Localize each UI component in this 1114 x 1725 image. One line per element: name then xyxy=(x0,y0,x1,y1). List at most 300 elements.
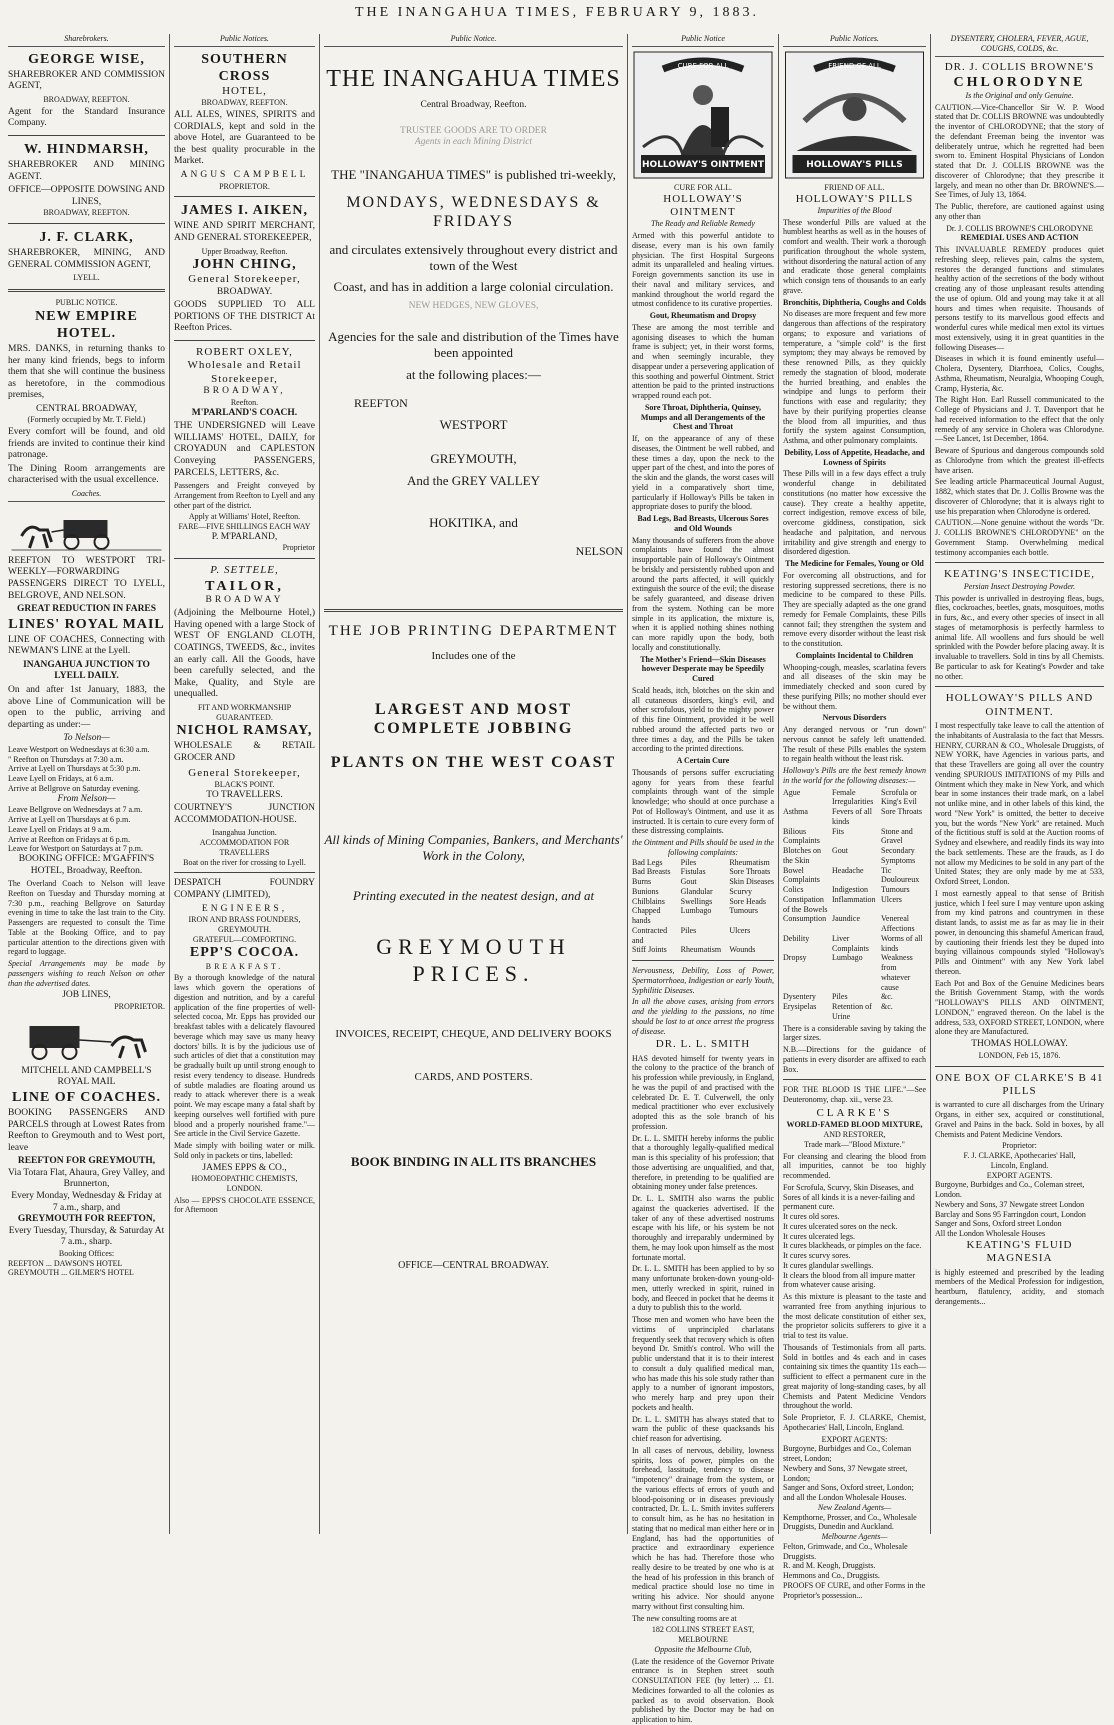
engineers: ENGINEERS, xyxy=(201,903,288,914)
disease-item: Retention of Urine xyxy=(832,1002,872,1021)
holloway-p2: I most earnestly appeal to that sense of British justice, which I feel sure I may venture upon asking from my kind patrons and countrymen in these distant lands, to assist me as far as may lie in their power, in denouncing this shameful American fraud, by cautioning their friends lest they be duped into buying villainous compounds styled "Holloway's Pills and Ointment" with any New York label thereon. xyxy=(935,888,1104,976)
schedule-line: Leave Westport on Wednesdays at 6:30 a.m. xyxy=(8,744,150,754)
banner-text: FRIEND OF ALL xyxy=(828,61,881,70)
booking-office: BOOKING OFFICE: M'GAFFIN'S HOTEL, Broadway, Reefton. xyxy=(18,854,155,876)
schedule-line: Leave for Westport on Saturdays at 7 p.m. xyxy=(8,844,143,854)
job-printing: THE JOB PRINTING DEPARTMENT xyxy=(328,623,619,640)
george-wise-agent: Agent for the Standard Insurance Company. xyxy=(8,106,165,129)
divider xyxy=(935,1066,1104,1067)
public-caution: The Public, therefore, are cautioned against using any other than xyxy=(935,202,1104,221)
junction-label: Inangahua Junction. xyxy=(212,828,277,838)
proprietor-role: PROPRIETOR. xyxy=(219,181,270,191)
special-arrangements: Special Arrangements may be made by passengers wishing to reach Nelson on other than the advertised dates. xyxy=(8,959,165,988)
southern-cross-title: SOUTHERN CROSS xyxy=(201,51,288,84)
complaint-item: Bad Breasts xyxy=(632,867,671,877)
divider xyxy=(174,558,315,559)
faded-line-3: NEW HEDGES, NEW GLOVES, xyxy=(408,301,539,312)
agency-greymouth: GREYMOUTH, xyxy=(430,450,517,466)
banner-text: CURE FOR ALL xyxy=(677,61,729,70)
schedule-intro: On and after 1st January, 1883, the above Line of Communication will be open to the public, arriving and departing as under:— xyxy=(8,685,165,730)
aiken-address: Upper Broadway, Reefton. xyxy=(201,246,288,256)
kinds-of-work: All kinds of Mining Companies, Bankers, and Merchants' Work in the Colony, xyxy=(324,832,623,864)
aiken-name: JAMES I. AIKEN, xyxy=(180,203,309,219)
departure-days: Every Monday, Wednesday & Friday at 7 a.m., sharp, and xyxy=(11,1191,162,1213)
george-wise-address: BROADWAY, REEFTON. xyxy=(43,94,130,104)
disease-item: Blotches on the Skin xyxy=(783,846,821,865)
schedule-line: Arrive at Reefton on Fridays at 6 p.m. xyxy=(8,834,130,844)
saving-note: There is a considerable saving by taking the larger sizes. xyxy=(783,1023,926,1043)
disease-item: Bilious Complaints xyxy=(783,826,820,846)
pills-p6: Any deranged nervous or "run down" nervous cannot be safely left unattended. The result of these Pills enables the system to regain health without the least risk. xyxy=(783,725,926,764)
smith-address: 182 COLLINS STREET EAST, MELBOURNE xyxy=(651,1625,755,1645)
circulation: and circulates extensively throughout every district and town of the West xyxy=(329,241,618,273)
job-lines: JOB LINES, xyxy=(62,990,111,1001)
complaint-item: Stiff Joints xyxy=(632,945,667,955)
disease-item: Tumours xyxy=(881,885,910,895)
divider xyxy=(783,1079,926,1080)
ointment-p6: Scald heads, itch, blotches on the skin and all cutaneous disorders, king's evil, and other scrofulous, yield to the mighty power of this fine Ointment, provided it be well rubbed around the affected parts two or three times a day, and the Pills be taken according to the printed directions. xyxy=(632,685,774,754)
cure-item: It clears the blood from all impure matter from whatever cause arising. xyxy=(783,1270,916,1290)
proprietor: Proprietor: xyxy=(1002,1141,1037,1151)
schedule-line: Leave Lyell on Fridays, at 6 a.m. xyxy=(8,774,114,784)
disease-item: Scrofula or King's Evil xyxy=(881,787,917,807)
clarkes: CLARKE'S xyxy=(816,1106,893,1119)
disease-item: Inflammation xyxy=(832,894,876,904)
disease-item: Fevers of all kinds xyxy=(832,807,872,826)
southern-cross-proprietor: ANGUS CAMPBELL xyxy=(180,169,309,180)
clark-role: SHAREBROKER, MINING, AND GENERAL COMMISSION AGENT, xyxy=(8,248,165,270)
plants-west-coast: PLANTS ON THE WEST COAST xyxy=(330,753,617,771)
fluid-magnesia: KEATING'S FLUID MAGNESIA xyxy=(966,1238,1073,1265)
divider xyxy=(632,960,774,961)
complaint-item: Scurvy xyxy=(729,886,752,896)
agency-nelson: NELSON xyxy=(575,544,623,559)
holloway-p1: I most respectfully take leave to call the attention of the inhabitants of Australasia to the fact that Messrs. HENRY, CURRAN & CO., Wholesale Druggists, of NEW YORK, have Agencies in various parts, and that these Travellers are going all over the country vending SPURIOUS IMITATIONS of my Pills and Ointment which they make in New York, and which bear in some instances their trade mark, on a label not unlike mine, and in other labels of this kind, the word "New York" is omitted, the better to deceive you, but the words "New York" are retained. Much of the fictitious stuff is sold at the Auction rooms of Sydney and elsewhere, and readily finds its way into the back settlements. These are the frauds, as I do not allow my Medicines to be sold in any part of the United States; they are only made by me at 533, Oxford Street, London. xyxy=(935,721,1104,887)
line-of-coaches: LINE OF COACHES. xyxy=(12,1089,161,1105)
disease-item: Venereal Affections xyxy=(881,914,915,934)
bronchitis-head: Bronchitis, Diphtheria, Coughs and Colds xyxy=(783,297,926,307)
column-head: DYSENTERY, CHOLERA, FEVER, AGUE, COUGHS, COLDS, &c. xyxy=(935,34,1104,57)
disease-item: Liver Complaints xyxy=(832,933,869,953)
smith-p5: Those men and women who have been the victims of unprincipled charlatans frequently seek that recovery which is often beyond Dr. Smith's control. Who will the public understand that it is to their interest to consult a duly qualified medical man, who has made this his sole study rather than apply to a number of ignorant impostors, who merely harp and prey upon their pockets and health. xyxy=(632,1315,774,1412)
dr-smith-name: DR. L. L. SMITH xyxy=(655,1038,751,1051)
column-head: Public Notice. xyxy=(324,34,623,47)
coach-route: REEFTON TO WESTPORT TRI-WEEKLY—FORWARDING PASSENGERS DIRECT TO LYELL, BELGROVE, AND NELSON. xyxy=(8,555,165,601)
complaints-list xyxy=(632,858,774,956)
from-nelson-label: From Nelson— xyxy=(57,793,116,804)
column-times-notice xyxy=(319,34,627,1534)
settele-body: (Adjoining the Melbourne Hotel,) Having opened with a large Stock of WEST OF ENGLAND CLOTH, COATINGS, TWEEDS, &c., invites an early call. All the Goods, have been carefully selected, and the Make, Quality, and Style are unequalled. xyxy=(174,608,315,700)
trade-mark: Trade mark—"Blood Mixture." xyxy=(804,1139,905,1149)
lines-title: LINES' ROYAL MAIL xyxy=(8,616,165,632)
booking-passengers: BOOKING PASSENGERS AND PARCELS through at Lowest Rates from Reefton to Greymouth and to West port, leave xyxy=(8,1108,165,1153)
export-agents: EXPORT AGENTS. xyxy=(986,1170,1053,1180)
clark-address: LYELL. xyxy=(73,273,100,283)
world-famed: WORLD-FAMED BLOOD MIXTURE, xyxy=(786,1120,923,1130)
disease-item: Piles xyxy=(832,992,848,1002)
nervous-text: In all the above cases, arising from errors and the yielding to the passions, no time should be lost to at once arrest the progress of disease. xyxy=(632,997,774,1036)
smith-p9: (Late the residence of the Governor Private entrance is in Stephen street south CONSULTATION FEE (by letter) ... £1. Medicines forwarded to all the colonies as packed as to avoid observation. Book published by the Doctor may be had on application to him. xyxy=(632,1656,774,1725)
oxley-name: ROBERT OXLEY, xyxy=(196,346,293,359)
complaint-item: Chilblains xyxy=(632,896,665,906)
empire-hotel-text: MRS. DANKS, in returning thanks to her many kind friends, begs to inform them that she will continue the business as heretofore, in the commodious premises, xyxy=(8,343,165,401)
departure-days-2: Every Tuesday, Thursday, & Saturday At 7 a.m., sharp. xyxy=(8,1225,165,1248)
ramsay-body: WHOLESALE & RETAIL GROCER AND xyxy=(174,741,315,763)
column-public-notices xyxy=(169,34,319,1534)
pharmaceutical: See leading article Pharmaceutical Journal August, 1882, which states that Dr. J. Collis Browne was the discoverer of Chlorodyne; that it is always right to use his preparation when Chlorodyne is ordered. xyxy=(935,477,1104,516)
epps-cocoa: EPP'S COCOA. xyxy=(189,945,300,961)
beware: Beware of Spurious and dangerous compounds sold as Chlorodyne from which the greatest ill-effects have arisen. xyxy=(935,446,1104,475)
hindmarsh-role: SHAREBROKER AND MINING AGENT. xyxy=(8,159,165,182)
disease-item: Colics xyxy=(783,885,804,895)
oxley-address: BROADWAY, xyxy=(203,386,286,397)
george-wise-name: GEORGE WISE, xyxy=(28,51,145,67)
best-remedy: Holloway's Pills are the best remedy known in the world for the following diseases:— xyxy=(783,766,926,785)
disease-item: Fits xyxy=(832,826,845,836)
original-genuine: Is the Original and only Genuine. xyxy=(965,90,1074,100)
ointment-engraving xyxy=(632,51,774,179)
settele-role: TAILOR, xyxy=(205,578,284,594)
caution: CAUTION.—Vice-Chancellor Sir W. P. Wood stated that Dr. COLLIS BROWNE was undoubtedly the inventor of CHLORODYNE; that the story of the defendant Freeman being the inventor was deliberately untrue, which he regretted had been sworn to. Eminent Hospital Physicians of London stated that Dr. J. COLLIS BROWNE was the discoverer of Chlorodyne; that they prescribe it largely, and mean no other than Dr. BROWNE'S.—See Times, of July 13, 1864. xyxy=(935,102,1104,200)
nervous-head: Nervousness, Debility, Loss of Power, Spermatorrhoea, Indigestion or early Youth, Syphilitic Diseases. xyxy=(632,966,774,995)
office-reefton: REEFTON ... DAWSON'S HOTEL xyxy=(8,1258,123,1268)
melbourne-agents: Melbourne Agents— xyxy=(821,1532,888,1542)
faded-line: TRUSTEE GOODS ARE TO ORDER xyxy=(400,125,547,136)
via-route: Via Totara Flat, Ahaura, Grey Valley, and Brunnerton, xyxy=(8,1167,165,1190)
mitchell-campbell: MITCHELL AND CAMPBELL'S xyxy=(21,1065,152,1076)
column-chlorodyne xyxy=(930,34,1108,1534)
column-head: Sharebrokers. xyxy=(8,34,165,47)
cure-for-all: CURE FOR ALL. xyxy=(673,182,732,192)
smith-p1: HAS devoted himself for twenty years in the colony to the practice of the branch of his profession while previously, in England, he was the pupil of and practised with the celebrated Dr. E. T. Culverwell, the only medical practitioner who ever exclusively adopted this as the sole branch of his profession. xyxy=(632,1053,774,1131)
friend-of-all: FRIEND OF ALL. xyxy=(824,182,885,192)
mparland-head: M'PARLAND'S COACH. xyxy=(191,407,298,418)
mparland-body-2: Passengers and Freight conveyed by Arrangement from Reefton to Lyell and any other part of the district. xyxy=(174,481,315,510)
oxley-town: Reefton. xyxy=(230,397,259,407)
includes: Includes one of the xyxy=(431,650,516,663)
sole-proprietor: Sole Proprietor, F. J. CLARKE, Chemist, Apothecaries' Hall, Lincoln, England. xyxy=(783,1413,926,1432)
notice-head: PUBLIC NOTICE. xyxy=(55,298,118,308)
disease-item: &c. xyxy=(881,992,893,1002)
agencies-places: at the following places:— xyxy=(406,366,541,382)
cure-item: It cures blackheads, or pimples on the face. xyxy=(783,1241,922,1251)
ramsay-address: BLACK'S POINT. xyxy=(214,779,275,789)
epps-chemists: HOMOEOPATHIC CHEMISTS, xyxy=(191,1174,298,1184)
disease-item: Weakness from whatever cause xyxy=(881,953,913,992)
keatings-insecticide: KEATING'S INSECTICIDE, xyxy=(943,568,1096,581)
kempthorne: Kempthorne, Prosser, and Co., Wholesale Druggists, Dunedin and Auckland. xyxy=(783,1512,917,1532)
complaint-item: Swellings xyxy=(680,896,713,906)
divider xyxy=(8,289,165,292)
nz-agents: New Zealand Agents— xyxy=(817,1502,892,1512)
complaint-item: Wounds xyxy=(729,945,756,955)
schedule-to-nelson xyxy=(8,745,165,794)
reduction-heading: GREAT REDUCTION IN FARES xyxy=(16,604,157,615)
diseases-list xyxy=(783,788,926,1022)
ching-role: General Storekeeper, xyxy=(188,273,301,286)
holloway-notice: HOLLOWAY'S PILLS AND OINTMENT. xyxy=(945,692,1094,718)
complaint-item: Bunions xyxy=(632,886,659,896)
agencies: Agencies for the sale and distribution of the Times have been appointed xyxy=(328,328,619,360)
ching-name: JOHN CHING, xyxy=(192,257,297,273)
schedule-from-nelson xyxy=(8,805,165,854)
smith-p4: Dr. L. L. SMITH has been applied to by so many unfortunate broken-down young-old-men, utterly wrecked in spirit, ruined in body, and fleeced in pocket that he deems it a duty to publish this to the world. xyxy=(632,1264,774,1313)
royal-mail: ROYAL MAIL xyxy=(57,1077,116,1088)
ointment-p1: Armed with this powerful antidote to disease, every man is his own family physician. The first Hospital Surgeons admit its unparalleled and healing virtues. Foreign governments sanction its use in their naval and military services, and mankind throughout the world regard the utmost confidence to its curative properties. xyxy=(632,231,774,309)
disease-item: Headache xyxy=(832,865,864,875)
fluid-magnesia-body: is highly esteemed and prescribed by the leading members of the Medical Profession for indigestion, heartburn, flatulency, acidity, and stomach derangements... xyxy=(935,1267,1104,1306)
disease-item: Debility xyxy=(783,933,810,943)
impurities-head: Impurities of the Blood xyxy=(817,205,892,215)
earl-russell: The Right Hon. Earl Russell communicated to the College of Physicians and J. T. Davenport that he had received information to the effect that the only remedy of any service in Cholera was Chlorodyne.—See Lancet, 1st December, 1864. xyxy=(935,395,1104,444)
ointment-p7: Thousands of persons suffer excruciating agony for years from these fearful complaints through want of the simple knowledge; who should at once purchase a Pot of Holloway's Ointment, and use it as instructed. It is certain to cure every form of these distressing complaints. xyxy=(632,767,774,836)
hemmons: Hemmons and Co., Druggists. xyxy=(783,1571,880,1581)
smith-p8: The new consulting rooms are at xyxy=(632,1613,737,1623)
browne-only: Dr. J. COLLIS BROWNE'S CHLORODYNE xyxy=(946,223,1093,233)
divider xyxy=(8,135,165,136)
printing-executed: Printing executed in the neatest design, and at xyxy=(352,888,595,904)
ramsay-role: General Storekeeper, xyxy=(188,766,301,779)
office-address: OFFICE—CENTRAL BROADWAY. xyxy=(398,1260,549,1272)
complaint-item: Glandular xyxy=(680,886,713,896)
disease-item: Worms of all kinds xyxy=(881,933,923,953)
clark-name: J. F. CLARK, xyxy=(39,230,134,246)
mparland-role: Proprietor xyxy=(282,543,315,553)
disease-item: Secondary Symptoms xyxy=(881,846,916,865)
smith-p6: Dr. L. L. SMITH has always stated that to warn the public of these quacksands his chief reason for advertising. xyxy=(632,1414,774,1444)
agent-2: Newbery and Sons, 37 Newgate street London xyxy=(935,1199,1085,1209)
column-head: Public Notice xyxy=(632,34,774,47)
complaint-item: Burns xyxy=(632,877,652,887)
clarke-p9: Thousands of Testimonials from all parts. Sold in bottles and 4s each and in cases containing six times the quantity 11s each—sufficient to effect a permanent cure in the great majority of long-standing cases, by all Chemists and Patent Medicine Vendors throughout the world. xyxy=(783,1342,926,1411)
disease-item: Erysipelas xyxy=(783,1002,817,1012)
settele-address: BROADWAY xyxy=(205,594,284,605)
schedule-line: Leave Bellgrove on Wednesdays at 7 a.m. xyxy=(8,805,143,815)
complaint-item: Fistulas xyxy=(680,867,706,877)
agency-hokitika: HOKITIKA, and xyxy=(429,514,518,530)
smith-p2: Dr. L. L. SMITH hereby informs the public that a thoroughly legally-qualified medical man is this speciality of his profession; that those advertising are unqualified, and that, therefore, in pretending to be qualified are obtaining money under false pretences. xyxy=(632,1133,774,1192)
schedule-line: Leave Lyell on Fridays at 9 a.m. xyxy=(8,824,112,834)
column-head: Public Notices. xyxy=(174,34,315,47)
pills-p4: For overcoming all obstructions, and for restoring suppressed secretions, there is no medicine to be compared to these Pills. They are specially adapted as the one grand remedy for Female Complaints, these Pills cannot fail; they strengthen the system and remove every disorder without the least risk to the constitution. xyxy=(783,570,926,649)
keogh: R. and M. Keogh, Druggists. xyxy=(783,1561,876,1571)
smith-p7: In all cases of nervous, debility, lowness spirits, loss of power, pimples on the forehead, lassitude, tendency to disease "impotency" drainage from the system, or the various effects of errors of youth and blood-poisoning or in diseases previously contracted, Dr. L. L. Smith invites sufferers to consult him, as he has no hesitation in stating that no medical man either here or in England, has had the opportunities of practice and extraordinary experience which he has had. Therefore those who really desire to be treated by one who is at the head of his profession in this branch of medical practice should lose no time in writing his advice. Nor should anyone marry without first consulting him. xyxy=(632,1445,774,1611)
ching-body: GOODS SUPPLIED TO ALL PORTIONS OF THE DISTRICT At Reefton Prices. xyxy=(174,300,315,334)
agent-3: Barclay and Sons 95 Farringdon court, London xyxy=(935,1209,1086,1219)
disease-item: Female Irregularities xyxy=(832,787,874,807)
disease-item: Lumbago xyxy=(832,953,863,963)
disease-item: Dysentery xyxy=(783,992,816,1002)
disease-item: Ague xyxy=(783,787,801,797)
agency-westport: WESTPORT xyxy=(439,417,508,432)
office-greymouth: GREYMOUTH ... GILMER'S HOTEL xyxy=(8,1268,134,1278)
disease-item: Indigestion xyxy=(832,885,868,895)
remedial-uses: REMEDIAL USES AND ACTION xyxy=(960,233,1079,243)
complaint-item: Gout xyxy=(680,877,697,887)
debility-head: Debility, Loss of Appetite, Headache, and Lowness of Spirits xyxy=(784,447,925,467)
disease-item: Jaundice xyxy=(832,914,860,924)
breakfast: BREAKFAST. xyxy=(205,961,284,971)
clarke-p7: For cleansing and clearing the blood from all impurities, cannot be too highly recommended. xyxy=(783,1151,926,1181)
chlorodyne: CHLORODYNE xyxy=(953,74,1086,90)
divider xyxy=(935,562,1104,563)
complaint-item: Sore Throats xyxy=(729,867,771,877)
lincoln: Lincoln, England. xyxy=(990,1160,1049,1170)
schedule-line: " Reefton on Thursdays at 7:30 a.m. xyxy=(8,754,124,764)
greymouth-prices: GREYMOUTH PRICES. xyxy=(376,933,571,986)
dr-browne: DR. J. COLLIS BROWNE'S xyxy=(944,60,1095,73)
complaint-item: Lumbago xyxy=(680,906,712,916)
disease-item: Tic Douloureux xyxy=(881,865,920,885)
cure-item: It cures old sores. xyxy=(783,1212,840,1222)
agent-4: Sanger and Sons, Oxford street London xyxy=(935,1219,1062,1229)
empire-hotel-address: CENTRAL BROADWAY, xyxy=(36,403,137,414)
holloway-date: LONDON, Feb 15, 1876. xyxy=(978,1050,1061,1060)
epps-made: Made simply with boiling water or milk. Sold only in packets or tins, labelled: xyxy=(174,1141,315,1160)
mparland-fare: FARE—FIVE SHILLINGS EACH WAY xyxy=(178,522,311,532)
disease-item: Bowel Complaints xyxy=(783,865,820,885)
clarkes-pills-body: is warranted to cure all discharges from the Urinary Organs, in either sex, acquired or constitutional, Gravel and Pains in the back. Sold in boxes, by all Chemists and Patent Medicine Vendors. xyxy=(935,1100,1104,1139)
ointment-p5: Many thousands of sufferers from the above complaints have found the almost insupportable pain of Holloway's Ointment be briskly and persistently rubbed upon and around the parts affected, it will quickly extinguish the source of the evil; the disease be safely guaranteed, and disease driven from the system. Nothing can be more simple in its application, the mixture is, when it is applied nothing shines nothing can more rapidly upon the body, both locally and constitutionally. xyxy=(632,535,774,652)
hindmarsh-name: W. HINDMARSH, xyxy=(24,141,149,157)
agency-grey-valley: And the GREY VALLEY xyxy=(406,472,540,488)
children-head: Complaints Incidental to Children xyxy=(795,650,914,660)
pills-engraving xyxy=(783,51,926,179)
to-nelson-label: To Nelson— xyxy=(63,733,110,744)
empire-hotel-text-3: The Dining Room arrangements are characterised with the usual excellence. xyxy=(8,463,165,486)
females-head: The Medicine for Females, Young or Old xyxy=(785,559,924,569)
smith-p3: Dr. L. L. SMITH also warns the public against the quackeries advertised. If the taker of any of these advertised nostrums escape with his life, or his system be not thoroughly and irreparably undermined by them, he may look upon himself as the most fortunate mortal. xyxy=(632,1194,774,1262)
complaint-item: Tumours xyxy=(729,906,758,916)
southern-cross-body: ALL ALES, WINES, SPIRITS and CORDIALS, kept and sold in the above Hotel, are Guaranteed to be the best quality procurable in the Market. xyxy=(174,110,315,167)
column-sharebrokers xyxy=(4,34,169,1534)
complaint-item: Bad Legs xyxy=(632,857,663,867)
nervous-disorders-head: Nervous Disorders xyxy=(822,713,887,723)
certain-cure-head: A Certain Cure xyxy=(676,756,730,766)
lines-subtitle: LINE OF COACHES, Connecting with NEWMAN'S LINE at the Lyell. xyxy=(8,634,165,657)
grateful: GRATEFUL—COMFORTING. xyxy=(192,934,297,944)
export-agents: EXPORT AGENTS: xyxy=(821,1434,888,1444)
divider xyxy=(174,340,315,341)
cures-list xyxy=(783,1183,926,1290)
coaches-head: Coaches. xyxy=(8,489,165,502)
aiken-body: WINE AND SPIRIT MERCHANT, AND GENERAL STOREKEEPER, xyxy=(174,221,315,243)
coast-circulation: Coast, and has in addition a large colonial circulation. xyxy=(333,279,614,295)
faded-line-2: Agents in each Mining District xyxy=(414,137,533,148)
export-3: Sanger and Sons, Oxford street, London; and all the London Wholesale Houses. xyxy=(783,1483,914,1503)
iron-brass: IRON AND BRASS FOUNDERS, xyxy=(188,915,301,925)
largest-jobbing: LARGEST AND MOST COMPLETE JOBBING xyxy=(373,700,574,738)
felton: Felton, Grimwade, and Co., Wholesale Druggists. xyxy=(783,1541,908,1561)
george-wise-role: SHAREBROKER AND COMMISSION AGENT, xyxy=(8,69,165,92)
disease-item: Asthma xyxy=(783,807,808,817)
column-holloway-ointment xyxy=(627,34,778,1725)
southern-cross-address: BROADWAY, REEFTON. xyxy=(201,98,288,108)
divider xyxy=(8,223,165,224)
engraving-label: HOLLOWAY'S PILLS xyxy=(806,159,903,170)
agent-5: All the London Wholesale Houses xyxy=(935,1229,1046,1239)
clarke-p8: As this mixture is pleasant to the taste and warranted free from anything injurious to the most delicate constitution of either sex, the proprietor solicits sufferers to give it a trial to test its value. xyxy=(783,1292,926,1341)
pills-p3: These Pills will in a few days effect a truly wonderful change in debilitated constitutions (no matter how excessive the cause). They create a healthy appetite, correct indigestion, remove excess of bile, overcome giddiness, constipation, sick headache and palpitation, and nervous irritability and give strength and energy to disordered digestion. xyxy=(783,469,926,557)
cards-posters: CARDS, AND POSTERS. xyxy=(414,1070,533,1083)
column-head: Public Notices. xyxy=(783,34,926,47)
caution-2: CAUTION.—None genuine without the words "Dr. J. COLLIS BROWNE'S CHLORODYNE" on the Government Stamp. Overwhelming medical testimony accompanies each bottle. xyxy=(935,518,1104,557)
booking-offices: Booking Offices: xyxy=(58,1248,115,1258)
chlorodyne-p1: This INVALUABLE REMEDY produces quiet refreshing sleep, relieves pain, calms the system, restores the deranged functions and stimulates healthy action of the secretions of the body without creating any of those unpleasant results attending the use of opium. Old and young may take it at all hours and times when requisite. Thousands of persons testify to its marvellous good effects and wonderful cures while medical men extol its virtues most extensively, using it in great quantities in the following Diseases— xyxy=(935,245,1104,352)
settele-guarantee: FIT AND WORKMANSHIP GUARANTEED. xyxy=(197,702,292,722)
times-address: Central Broadway, Reefton. xyxy=(420,100,527,111)
southern-cross-hotel: HOTEL, xyxy=(222,84,267,97)
proprietor-label: PROPRIETOR. xyxy=(114,1002,165,1012)
columns xyxy=(4,34,1108,1725)
mparland-apply: Apply at Williams' Hotel, Reefton. xyxy=(188,512,301,522)
page-header: THE INANGAHUA TIMES, FEBRUARY 9, 1883. xyxy=(354,5,760,20)
ointment-p4: If, on the appearance of any of these diseases, the Ointment be well rubbed, and these times a day, upon the neck to the upper part of the chest, and into the pores of the skin and the glands, the worst cases will yield in a comparatively short time, particularly if Holloway's Pills be taken in appropriate doses to purify the blood. xyxy=(632,434,774,512)
column-holloway-pills xyxy=(778,34,930,1600)
disease-item: Consumption xyxy=(783,914,827,924)
empire-hotel-text-2: Every comfort will be found, and old friends are invited to continue their kind patronage. xyxy=(8,427,165,461)
disease-item: Constipation of the Bowels xyxy=(783,894,828,914)
agency-reefton: REEFTON xyxy=(354,396,408,411)
export-1: Burgoyne, Burbidges and Co., Coleman street, London; xyxy=(783,1444,912,1464)
complaint-item: Rheumatism xyxy=(729,857,770,867)
greymouth-reefton: GREYMOUTH FOR REEFTON, xyxy=(17,1214,156,1225)
restorer: AND RESTORER, xyxy=(823,1130,886,1140)
empire-hotel-title: NEW EMPIRE HOTEL. xyxy=(35,308,138,341)
reefton-greymouth: REEFTON FOR GREYMOUTH, xyxy=(17,1156,156,1167)
pills-p1: These wonderful Pills are valued at the humblest hearths as well as in the houses of comfort and wealth. Their work a thorough purification throughout the whole system, without disordering the natural action of any and eradicate those general complaints which consign tens of thousands to an early grave. xyxy=(783,217,926,295)
export-2: Newbery and Sons, 37 Newgate street, London; xyxy=(783,1463,908,1483)
divider xyxy=(935,686,1104,687)
cure-item: For Scrofula, Scurvy, Skin Diseases, and Sores of all kinds it is a never-failing and permanent cure. xyxy=(783,1182,915,1212)
disease-item: Dropsy xyxy=(783,953,807,963)
travellers: TO TRAVELLERS. xyxy=(206,789,283,800)
fj-clarke: F. J. CLARKE, Apothecaries' Hall, xyxy=(963,1151,1076,1161)
engraving-label: HOLLOWAY'S OINTMENT xyxy=(642,159,764,170)
pills-title: HOLLOWAY'S PILLS xyxy=(795,192,914,205)
divider xyxy=(174,872,315,873)
complaint-item: Sore Heads xyxy=(729,896,766,906)
keatings-body: This powder is unrivalled in destroying fleas, bugs, flies, cockroaches, beetles, gnats, mosquitoes, moths in furs, &c., and every other species of insect in all stages of metamorphosis is perfectly harmless to animal life. All woollens and furs should be well sprinkled with the Powder before placing away. It is invaluable to travellers. Sold in tins by all Chemists. Be particular to ask for Keating's Powder and take no other. xyxy=(935,593,1104,681)
holloway-p3: Each Pot and Box of the Genuine Medicines bears the British Government Stamp, with the words "HOLLOWAY'S PILLS AND OINTMENT, LONDON," engraved thereon. On the label is the address, 533, OXFORD STREET, LONDON, where alone they are Manufactured. xyxy=(935,978,1104,1037)
settele-name: P. SETTELE, xyxy=(210,564,279,577)
coach-illustration-2 xyxy=(8,1016,165,1062)
complaint-item: Piles xyxy=(680,857,697,867)
nb-note: N.B.—Directions for the guidance of patients in every disorder are affixed to each Box. xyxy=(783,1045,926,1074)
complaint-item: Contracted and xyxy=(632,925,668,945)
times-title: THE INANGAHUA TIMES xyxy=(326,65,621,92)
hindmarsh-address: BROADWAY, REEFTON. xyxy=(43,208,130,218)
epps-company: JAMES EPPS & CO., xyxy=(202,1162,287,1173)
ointment-title: HOLLOWAY'S OINTMENT xyxy=(663,192,743,218)
complaint-item: Chapped hands xyxy=(632,906,661,926)
epps-body: By a thorough knowledge of the natural laws which govern the operations of digestion and nutrition, and by a careful application of the fine properties of well-selected cocoa, Mr. Epps has provided our breakfast tables with a delicately flavoured beverage which may save us many heavy doctors' bills. It is by the judicious use of such articles of diet that a constitution may be gradually built up until strong enough to resist every tendency to disease. Hundreds of subtle maladies are floating around us ready to attack wherever there is a weak point. We may escape many a fatal shaft by keeping ourselves well fortified with pure blood and a properly nourished frame."—See article in the Civil Service Gazette. xyxy=(174,973,315,1139)
overland-notice: The Overland Coach to Nelson will leave Reefton on Tuesday and Thursday morning at 7:30 p.m., reaching Bellgrove on Saturday evening in time to take the last train to the City. Passengers are requested to consult the Time Table at the Booking Office, and to pay particular attention to the directions given with regard to luggage. xyxy=(8,879,165,957)
smith-opposite: Opposite the Melbourne Club, xyxy=(654,1644,752,1654)
boat: Boat on the river for crossing to Lyell. xyxy=(183,857,306,867)
ready-remedy: The Ready and Reliable Remedy xyxy=(651,219,755,229)
persian-powder: Persian Insect Destroying Powder. xyxy=(963,581,1076,591)
mothers-friend-head: The Mother's Friend—Skin Diseases however Desperate may be Speedily Cured xyxy=(640,654,766,684)
courtney: COURTNEY'S JUNCTION ACCOMMODATION-HOUSE. xyxy=(174,803,315,825)
invoices: INVOICES, RECEIPT, CHEQUE, AND DELIVERY BOOKS xyxy=(335,1027,612,1040)
cure-item: It cures ulcerated legs. xyxy=(783,1231,855,1241)
coach-illustration xyxy=(8,506,165,552)
empire-hotel-former: (Formerly occupied by Mr. T. Field.) xyxy=(27,415,146,425)
sore-throat-head: Sore Throat, Diphtheria, Quinsey, Mumps and all Derangements of the Chest and Throat xyxy=(640,402,766,432)
complaints-intro: the Ointment and Pills should be used in the following complaints: xyxy=(632,838,774,857)
publishing-days: MONDAYS, WEDNESDAYS & FRIDAYS xyxy=(346,193,601,231)
